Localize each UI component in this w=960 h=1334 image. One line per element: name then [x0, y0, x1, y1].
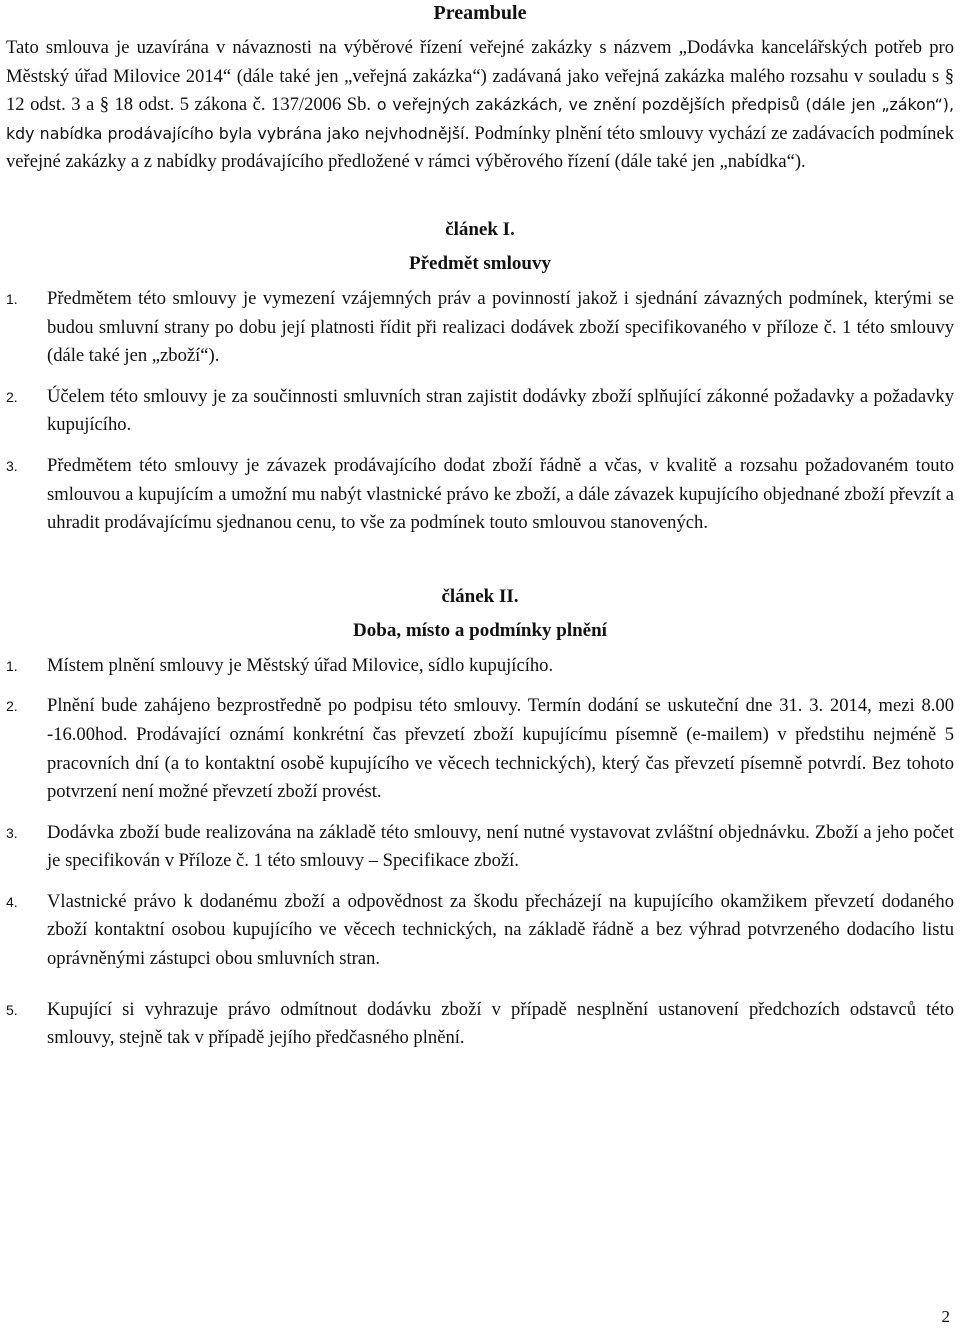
- article-2-item: [6, 996, 954, 1053]
- article-2-item: [6, 692, 954, 806]
- item-text: Kupující si vyhrazuje právo odmítnout dodávku zboží v případě nesplnění ustanovení předchozích odstavců této smlouvy, stejně tak v případě jejího předčasného plnění.: [47, 998, 954, 1049]
- article-2-items: [6, 652, 954, 1053]
- item-number: 3.: [6, 824, 18, 841]
- article-2-subheading: Doba, místo a podmínky plnění: [353, 619, 607, 641]
- preamble-text-part-1: Tato smlouva je uzavírána v návaznosti na výběrové řízení veřejné zakázky s názvem „Dodávka kancelářských potřeb pro Městský úřad Milovice 2014“ (dále také jen „veřejná zakázka“) zadávaná jako veřejná zakázka malého rozsahu v souladu s § 12 odst. 3 a § 18 odst. 5 zákona č. 137/2006 Sb.: [6, 37, 954, 116]
- article-1-item: [6, 452, 954, 538]
- preamble-paragraph: [6, 34, 954, 177]
- preamble-text-part-3: Podmínky plnění této smlouvy vychází ze zadávacích podmínek veřejné zakázky a z nabídky prodávajícího předložené v rámci výběrového řízení (dále také jen „nabídka“).: [6, 122, 955, 173]
- item-text: Předmětem této smlouvy je závazek prodávajícího dodat zboží řádně a včas, v kvalitě a rozsahu požadovaném touto smlouvou a kupujícím a umožní mu nabýt vlastnické právo ke zboží, a dále závazek kupujícího objednané zboží převzít a uhradit prodávajícímu sjednanou cenu, to vše za podmínek touto smlouvou stanovených.: [47, 454, 954, 534]
- preamble-text-part-2: o veřejných zakázkách, ve znění pozdějších předpisů (dále jen „zákon“), kdy nabídka prodávajícího byla vybrána jako nejvhodnější.: [6, 95, 954, 143]
- preamble-title: Preambule: [433, 2, 527, 24]
- item-text: Dodávka zboží bude realizována na základě této smlouvy, není nutné vystavovat zvláštní objednávku. Zboží a jeho počet je specifikován v Příloze č. 1 této smlouvy – Specifikace zboží.: [47, 821, 954, 872]
- item-text: Účelem této smlouvy je za součinnosti smluvních stran zajistit dodávky zboží splňující zákonné požadavky a požadavky kupujícího.: [47, 385, 954, 436]
- item-number: 5.: [6, 1001, 18, 1018]
- document-page: [6, 0, 954, 1065]
- item-number: 2.: [6, 388, 18, 405]
- item-text: Vlastnické právo k dodanému zboží a odpovědnost za škodu přecházejí na kupujícího okamžikem převzetí dodaného zboží kontaktní osobou kupujícího ve věcech technických, na základě řádně a bez výhrad potvrzeného dodacího listu oprávněnými zástupci obou smluvních stran.: [47, 890, 954, 970]
- item-number: 4.: [6, 893, 18, 910]
- article-2-heading: článek II.: [441, 585, 519, 607]
- page-number: 2: [941, 1307, 950, 1326]
- article-1-heading: článek I.: [445, 218, 515, 240]
- item-number: 1.: [6, 290, 18, 307]
- article-1-item: [6, 383, 954, 440]
- item-text: Předmětem této smlouvy je vymezení vzájemných práv a povinností jakož i sjednání závazných podmínek, kterými se budou smluvní strany po dobu její platnosti řídit při realizaci dodávek zboží specifikovaného v příloze č. 1 této smlouvy (dále také jen „zboží“).: [47, 287, 954, 367]
- article-1-subheading: Předmět smlouvy: [409, 252, 551, 274]
- item-number: 2.: [6, 698, 18, 715]
- item-number: 1.: [6, 657, 18, 674]
- article-2-item: [6, 819, 954, 876]
- article-1-items: [6, 285, 954, 538]
- item-number: 3.: [6, 457, 18, 474]
- article-1-item: [6, 285, 954, 371]
- item-text: Plnění bude zahájeno bezprostředně po podpisu této smlouvy. Termín dodání se uskuteční dne 31. 3. 2014, mezi 8.00 -16.00hod. Prodávající oznámí konkrétní čas převzetí zboží kupujícímu písemně (e-mailem) v předstihu nejméně 5 pracovních dní (a to kontaktní osobě kupujícího ve věcech technických), který čas převzetí písemně potvrdí. Bez tohoto potvrzení není možné převzetí zboží provést.: [47, 695, 954, 803]
- article-2-item: [6, 652, 954, 681]
- item-text: Místem plnění smlouvy je Městský úřad Milovice, sídlo kupujícího.: [47, 654, 554, 676]
- article-2-item: [6, 888, 954, 974]
